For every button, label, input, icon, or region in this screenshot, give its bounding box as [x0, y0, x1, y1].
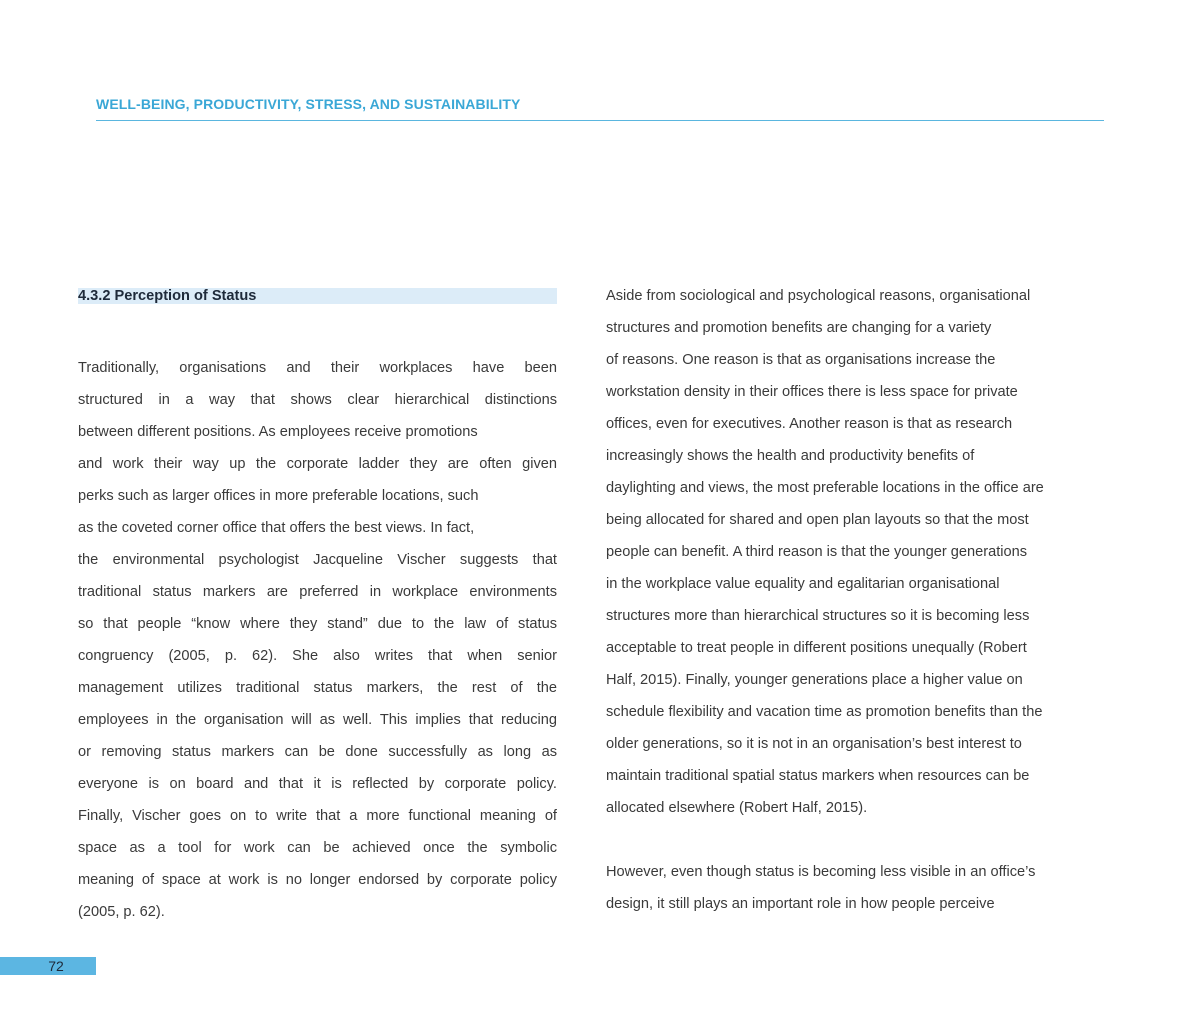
text-line: maintain traditional spatial status markers when resources can be: [606, 768, 1030, 784]
text-line: older generations, so it is not in an organisation’s best interest to: [606, 736, 1022, 752]
header-rule: [96, 120, 1104, 121]
text-line: schedule flexibility and vacation time as promotion benefits than the: [606, 704, 1043, 720]
text-line: congruency (2005, p. 62). She also writes that when senior: [78, 648, 557, 664]
text-line: space as a tool for work can be achieved once the symbolic: [78, 840, 557, 856]
heading-spacer: [78, 304, 557, 352]
text-line: the environmental psychologist Jacqueline Vischer suggests that: [78, 552, 557, 568]
text-line: being allocated for shared and open plan layouts so that the most: [606, 512, 1029, 528]
page-number: 72: [48, 958, 64, 974]
text-line: However, even though status is becoming less visible in an office’s: [606, 864, 1036, 880]
running-header-title: WELL-BEING, PRODUCTIVITY, STRESS, AND SUSTAINABILITY: [96, 96, 521, 112]
text-line: structures more than hierarchical structures so it is becoming less: [606, 608, 1030, 624]
text-line: and work their way up the corporate ladder they are often given: [78, 456, 557, 472]
text-line: people can benefit. A third reason is that the younger generations: [606, 544, 1028, 560]
text-line: allocated elsewhere (Robert Half, 2015).: [606, 800, 868, 816]
text-line: Half, 2015). Finally, younger generations place a higher value on: [606, 672, 1023, 688]
left-paragraph: [78, 352, 557, 928]
text-line: Traditionally, organisations and their workplaces have been: [78, 360, 557, 376]
text-line: as the coveted corner office that offers the best views. In fact,: [78, 520, 475, 536]
section-heading: 4.3.2 Perception of Status: [78, 288, 557, 304]
right-column: [606, 280, 1106, 920]
text-line: management utilizes traditional status markers, the rest of the: [78, 680, 557, 696]
text-line: traditional status markers are preferred in workplace environments: [78, 584, 557, 600]
text-line: acceptable to treat people in different positions unequally (Robert: [606, 640, 1027, 656]
text-line: (2005, p. 62).: [78, 904, 165, 920]
right-paragraph-2: [606, 856, 1106, 920]
text-line: Aside from sociological and psychological reasons, organisational: [606, 288, 1031, 304]
text-line: structures and promotion benefits are changing for a variety: [606, 320, 992, 336]
paragraph-spacer: [606, 824, 1106, 856]
text-line: employees in the organisation will as well. This implies that reducing: [78, 712, 557, 728]
text-line: between different positions. As employees receive promotions: [78, 424, 478, 440]
text-line: of reasons. One reason is that as organisations increase the: [606, 352, 996, 368]
right-paragraph-1: [606, 280, 1106, 824]
text-line: increasingly shows the health and productivity benefits of: [606, 448, 975, 464]
text-line: meaning of space at work is no longer endorsed by corporate policy: [78, 872, 557, 888]
text-line: in the workplace value equality and egalitarian organisational: [606, 576, 1000, 592]
text-line: perks such as larger offices in more preferable locations, such: [78, 488, 479, 504]
text-line: daylighting and views, the most preferable locations in the office are: [606, 480, 1044, 496]
text-line: Finally, Vischer goes on to write that a more functional meaning of: [78, 808, 557, 824]
text-line: so that people “know where they stand” due to the law of status: [78, 616, 557, 632]
text-line: structured in a way that shows clear hierarchical distinctions: [78, 392, 557, 408]
text-line: everyone is on board and that it is reflected by corporate policy.: [78, 776, 557, 792]
text-line: offices, even for executives. Another reason is that as research: [606, 416, 1013, 432]
text-line: workstation density in their offices there is less space for private: [606, 384, 1018, 400]
left-column: [78, 280, 557, 928]
text-line: design, it still plays an important role in how people perceive: [606, 896, 995, 912]
text-line: or removing status markers can be done successfully as long as: [78, 744, 557, 760]
